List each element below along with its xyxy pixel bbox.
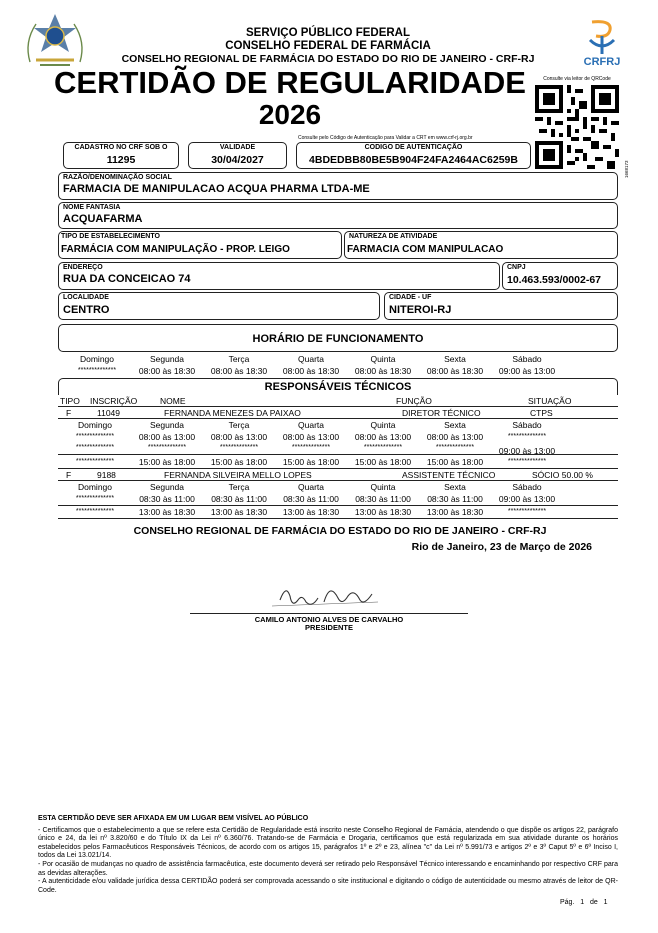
footer-heading: ESTA CERTIDÃO DEVE SER AFIXADA EM UM LUGAR BEM VISÍVEL AO PÚBLICO [38, 815, 309, 822]
rt-hour: 08:00 às 13:00 [138, 432, 196, 442]
rt-day: Domingo [77, 420, 113, 430]
rt-nome: FERNANDA SILVEIRA MELLO LOPES [164, 470, 312, 480]
rt-tipo: F [66, 470, 72, 480]
rt-hour: ************** [219, 444, 259, 451]
razao-value: FARMACIA DE MANIPULACAO ACQUA PHARMA LTDA-ME [63, 183, 370, 195]
page-label: Pág. [560, 899, 575, 906]
rt-day: Segunda [149, 482, 185, 492]
auth-caption: Consulte pelo Código de Autenticação para Validar a CRT em www.crf-rj.org.br [298, 135, 473, 141]
horario-hour: ************** [77, 367, 117, 374]
tipo-box [58, 231, 342, 259]
cidade-value: NITEROI-RJ [389, 304, 452, 316]
col-inscricao: INSCRIÇÃO [90, 396, 138, 406]
rt-day: Segunda [149, 420, 185, 430]
horario-day: Sexta [444, 354, 466, 364]
footer-notes [38, 815, 618, 895]
footer-paragraph: - A autenticidade e/ou validade jurídica dessa CERTIDÃO poderá ser comprovada acessando o site institucional e digitando o código de autenticidade ou mesmo através de leitor de QR-Code. [38, 878, 618, 894]
rt-hour: 15:00 às 18:00 [426, 457, 484, 467]
rt-hour: 08:30 às 11:00 [355, 494, 411, 504]
signer-title: PRESIDENTE [305, 623, 353, 632]
rt-hour: ************** [75, 433, 115, 440]
rt-hour: 08:30 às 11:00 [427, 494, 483, 504]
rt-hour: ************** [291, 444, 331, 451]
codigo-box [296, 142, 531, 169]
rt-day: Terça [228, 420, 250, 430]
cnpj-box [502, 262, 618, 290]
natureza-label: NATUREZA DE ATIVIDADE [349, 233, 438, 240]
horario-title: HORÁRIO DE FUNCIONAMENTO [252, 333, 424, 345]
col-funcao: FUNÇÃO [396, 396, 432, 406]
cidade-label: CIDADE - UF [389, 294, 432, 301]
divider [58, 505, 618, 506]
page-sep: de [590, 899, 598, 906]
rt-day: Quinta [370, 420, 396, 430]
fantasia-value: ACQUAFARMA [63, 213, 143, 225]
col-tipo: TIPO [60, 396, 80, 406]
rt-hour: ************** [75, 495, 115, 502]
rt-hour: ************** [507, 433, 547, 440]
horario-day: Quinta [370, 354, 396, 364]
horario-hour: 08:00 às 18:30 [210, 366, 268, 376]
codigo-value[interactable]: 4BDEDBB80BE5B904F24FA2464AC6259B [309, 154, 518, 166]
rt-hour: 08:00 às 13:00 [426, 432, 484, 442]
rt-day: Terça [228, 482, 250, 492]
endereco-box [58, 262, 500, 290]
header-line2: CONSELHO FEDERAL DE FARMÁCIA [225, 40, 431, 52]
rt-hour: 13:00 às 18:30 [426, 507, 484, 517]
localidade-box [58, 292, 380, 320]
rt-hour: ************** [75, 458, 115, 465]
divider [58, 480, 618, 481]
rt-hour: 08:30 às 11:00 [211, 494, 267, 504]
signer-name: CAMILO ANTONIO ALVES DE CARVALHO [254, 615, 404, 624]
horario-box [58, 324, 618, 352]
cnpj-value: 10.463.593/0002-67 [507, 274, 602, 286]
rt-day: Quarta [298, 420, 324, 430]
crf-rj-logo [578, 18, 626, 70]
fantasia-label: NOME FANTASIA [63, 204, 121, 211]
logo-text: CRFRJ [583, 56, 621, 68]
cadastro-label: CADASTRO NO CRF SOB O [74, 144, 168, 151]
title-year: 2026 [258, 99, 322, 130]
col-situacao: SITUAÇÃO [528, 396, 572, 406]
horario-hour: 09:00 às 13:00 [498, 366, 556, 376]
rt-day: Sábado [512, 420, 542, 430]
validade-value: 30/04/2027 [211, 154, 264, 166]
page-total: 1 [603, 899, 608, 906]
responsaveis-title: RESPONSÁVEIS TÉCNICOS [264, 381, 412, 393]
fantasia-box [58, 202, 618, 229]
rt-hour: 09:00 às 13:00 [498, 494, 556, 504]
rt-hour: 15:00 às 18:00 [354, 457, 412, 467]
rt-day: Sexta [444, 482, 466, 492]
horario-hour: 08:00 às 18:30 [426, 366, 484, 376]
horario-day: Terça [228, 354, 250, 364]
rt-hour: ************** [507, 458, 547, 465]
divider [58, 518, 618, 519]
divider [58, 454, 618, 455]
footer-paragraph: - Certificamos que o estabelecimento a que se refere esta Certidão de Regularidade está inscrito neste Conselho Regional de Famácia, atendendo o que dispõe os artigos 22, parágrafo único e 24, da lei nº 3.820/60 e do Título IX da Lei nº 6.360/76. Tratando-se de Farmácia e Drogaria, certificamos que está regularizada em sua atividade durante os horários estabelecidos pelos Farmacêuticos Responsáveis Técnicos, de acordo com os artigos 15, parágrafos 1º e 2º e 23, alínea "c" da Lei nº 5.991/73 e artigos 2º e 3º Caput 5º e 6º Inciso I, todos da Lei 13.021/14. [38, 826, 618, 860]
rt-hour: ************** [147, 444, 187, 451]
rt-situacao: CTPS [530, 408, 553, 418]
rt-hour: ************** [363, 444, 403, 451]
cadastro-value: 11295 [106, 154, 136, 166]
rt-hour: 08:30 às 11:00 [139, 494, 195, 504]
divider [58, 418, 618, 419]
divider [58, 468, 618, 469]
rt-hour: 08:00 às 13:00 [210, 432, 268, 442]
tipo-label: TIPO DE ESTABELECIMENTO [61, 233, 160, 240]
page-num: 1 [580, 899, 585, 906]
rt-hour: ************** [75, 508, 115, 515]
page-title: CERTIDÃO DE REGULARIDADE [54, 65, 526, 100]
validade-label: VALIDADE [219, 144, 256, 151]
col-nome: NOME [160, 396, 186, 406]
signature-line [190, 613, 468, 614]
endereco-label: ENDEREÇO [63, 264, 103, 271]
rt-tipo: F [66, 408, 72, 418]
page-number [560, 899, 608, 906]
rt-situacao: SÓCIO 50.00 % [532, 470, 593, 480]
rt-hour: ************** [435, 444, 475, 451]
rt-day: Quarta [298, 482, 324, 492]
horario-hour: 08:00 às 18:30 [354, 366, 412, 376]
horario-day: Quarta [298, 354, 324, 364]
rt-funcao: DIRETOR TÉCNICO [402, 408, 481, 418]
header-line3: CONSELHO REGIONAL DE FARMÁCIA DO ESTADO DO RIO DE JANEIRO - CRF-RJ [121, 53, 535, 65]
rt-hour: 13:00 às 18:30 [138, 507, 196, 517]
rt-hour: 08:00 às 13:00 [282, 432, 340, 442]
rt-hour: 15:00 às 18:00 [282, 457, 340, 467]
horario-day: Segunda [149, 354, 185, 364]
rt-funcao: ASSISTENTE TÉCNICO [402, 470, 496, 480]
rt-hour: 13:00 às 18:30 [282, 507, 340, 517]
cnpj-label: CNPJ [507, 264, 526, 271]
localidade-value: CENTRO [63, 304, 110, 316]
qr-caption: Consulte via leitor de QRCode [543, 76, 611, 82]
horario-hour: 08:00 às 18:30 [282, 366, 340, 376]
endereco-value: RUA DA CONCEICAO 74 [63, 273, 191, 285]
place-date: Rio de Janeiro, 23 de Março de 2026 [411, 541, 592, 553]
validade-box [188, 142, 287, 169]
responsaveis-box [58, 378, 618, 395]
horario-hour: 08:00 às 18:30 [138, 366, 196, 376]
horario-hours-row [0, 366, 658, 376]
razao-box [58, 172, 618, 200]
rt-day: Domingo [77, 482, 113, 492]
rt-day: Sexta [444, 420, 466, 430]
rt-hour: 15:00 às 18:00 [210, 457, 268, 467]
side-code: 1668173 [624, 160, 629, 178]
closing-council: CONSELHO REGIONAL DE FARMÁCIA DO ESTADO DO RIO DE JANEIRO - CRF-RJ [133, 525, 547, 537]
signature [268, 578, 388, 614]
rt-hour: 09:00 às 13:00 [498, 446, 556, 456]
horario-days-row [0, 354, 658, 364]
rt-hour: 13:00 às 18:30 [354, 507, 412, 517]
rt-hour: 15:00 às 18:00 [138, 457, 196, 467]
rt-hour: 08:00 às 13:00 [354, 432, 412, 442]
qr-code[interactable] [535, 85, 619, 169]
natureza-box [344, 231, 618, 259]
horario-day: Sábado [512, 354, 542, 364]
divider [58, 406, 618, 407]
rt-nome: FERNANDA MENEZES DA PAIXAO [164, 408, 301, 418]
footer-paragraph: - Por ocasião de mudanças no quadro de assistência farmacêutica, este documento deverá ser retirado pelo Responsável Técnico interessando e encaminhando por respectivo CRF para as devidas alterações. [38, 860, 618, 877]
codigo-label: CODIGO DE AUTENTICAÇÃO [364, 144, 463, 151]
rt-hour: ************** [75, 444, 115, 451]
header-line1: SERVIÇO PÚBLICO FEDERAL [246, 27, 410, 39]
rt-hour: ************** [507, 508, 547, 515]
rt-day: Quinta [370, 482, 396, 492]
cadastro-box [63, 142, 179, 169]
rt-day: Sábado [512, 482, 542, 492]
cidade-box [384, 292, 618, 320]
rt-hour: 08:30 às 11:00 [283, 494, 339, 504]
natureza-value: FARMACIA COM MANIPULACAO [347, 244, 504, 255]
tipo-value: FARMÁCIA COM MANIPULAÇÃO - PROP. LEIGO [61, 244, 290, 255]
horario-day: Domingo [79, 354, 115, 364]
caduceus-icon [578, 18, 626, 56]
rt-hour: 13:00 às 18:30 [210, 507, 268, 517]
localidade-label: LOCALIDADE [63, 294, 109, 301]
razao-label: RAZÃO/DENOMINAÇÃO SOCIAL [63, 174, 172, 181]
rt-inscricao: 11049 [97, 408, 121, 418]
rt-inscricao: 9188 [97, 470, 116, 480]
